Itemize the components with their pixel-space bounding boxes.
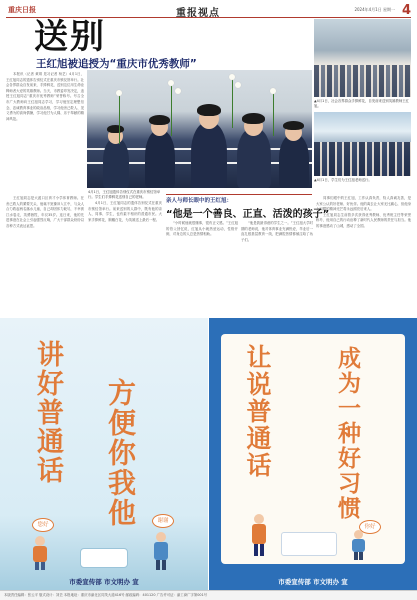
article-column-1 [6, 72, 84, 190]
students-photo-caption: ▲4月1日，学生们为王红旭老师送行。 [314, 178, 372, 182]
section-divider [166, 194, 312, 195]
article-paragraph: 王红旭同志生前曾多次获得优秀教师、优秀班主任等荣誉称号，他用自己的行动诠释了新时代人民教师的责任与担当。他的事迹感动了山城，感动了全国。 [316, 212, 411, 228]
masthead: 重庆日报 [8, 5, 36, 14]
article-paragraph: 同事们眼中的王红旭，工作认真负责，待人真诚友善，是大家公认的好老师、好伙伴。他的离去让大家无比痛心，但他身上闪耀的精神光芒将永远照亮后来人。 [316, 196, 411, 212]
sub-article-column-1 [166, 221, 238, 315]
kid-illustration [30, 536, 50, 570]
article-paragraph: “小时候他就很懂事，很有正义感。”王红旭的伯父回忆说，红旭从小就热爱运动，性格开朗，对身边的人总是热情相助。 [166, 221, 238, 237]
poster-left-slogan-2: 方便你我他 [104, 378, 137, 528]
page-number: 4 [401, 3, 411, 18]
sub-article-headline: “他是一个善良、正直、活泼的孩子” [166, 209, 330, 220]
article-column-1b [6, 196, 84, 316]
article-column-2 [88, 201, 162, 315]
sub-article-column-3 [316, 196, 411, 315]
article-paragraph: 王红旭同志是大渡口区育才小学体育教师。在舍己救人的紧要关头，他毫不犹豫冲入江中，与众人合力救起两名落水儿童，自己却因体力耗尽，不幸被江水卷走，英勇牺牲，年仅35岁。连日来，他的先进事迹在社会上引起强烈反响，广大干部群众纷纷以各种方式表达哀思。 [6, 196, 84, 228]
poster-right-slogan-2: 成为一种好习惯 [334, 346, 360, 521]
desk-illustration [281, 532, 337, 556]
speech-bubble-hi: 你好 [359, 520, 381, 534]
kid-illustration [349, 530, 369, 560]
page-header [6, 4, 411, 18]
poster-left-slogan-1: 讲好普通话 [32, 340, 63, 485]
kid-illustration [150, 532, 172, 570]
section-title: 重报视点 [176, 8, 220, 19]
sub-headline: 王红旭被追授为“重庆市优秀教师” [36, 58, 197, 70]
speech-bubble-thanks: 谢谢 [152, 514, 174, 528]
article-paragraph: “他是我最得意的学生之一。”王红旭大学时期的老师说，他对体育事业充满热爱，毕业后一直扎根基层教育一线，把满腔热情都倾注给了孩子们。 [241, 221, 313, 242]
bench-illustration [80, 548, 128, 568]
poster-putonghua-left [0, 318, 208, 600]
poster-left-credit: 市委宣传部 市文明办 宣 [69, 578, 139, 586]
sub-article-kicker: 亲人与师长眼中的王红旭： [166, 198, 233, 204]
crowd-photo-caption: ▲4月1日，社会各界群众手捧鲜花，自发前来送别英雄教师王红旭。 [314, 99, 410, 108]
article-paragraph: 4月1日，王红旭同志的遗体告别仪式在重庆市殡仪馆举行。前来送别的人群中，既有他的亲人、同事、学生，也有素不相识的普通市民。大家手捧鲜花，胸戴白花，为英雄送上最后一程。 [88, 201, 162, 222]
article-paragraph: 本报讯（记者 黄琪 见习记者 杨艺）4月1日，王红旭同志的遗体告别仪式在重庆市殡仪馆举行。社会各界群众自发前来，手捧鲜花，送别这位用生命诠释师者大爱的英雄教师。当天，市教委印发决定，追授王红旭同志“重庆市优秀教师”荣誉称号。号召全市广大教师向王红旭同志学习，学习他坚定理想信念、忠诚教育事业的政治品格，学习他舍己救人、见义勇为的高尚情操，学习他甘为人梯、乐于奉献的精神风范。 [6, 72, 84, 121]
main-headline: 送别 [34, 17, 106, 57]
sub-article-column-2 [241, 221, 313, 315]
teacher-illustration [249, 514, 269, 558]
photo-students [314, 112, 411, 176]
poster-right-credit: 市委宣传部 市文明办 宣 [278, 578, 348, 586]
photo-crowd [314, 19, 411, 97]
poster-right-slogan-1: 让说普通话 [243, 344, 272, 479]
footer-credits: 本版责任编辑：张云平 版式设计：刘芸 本报地址：重庆市渝北区同茂大道416号 邮政编码：401120 广告许可证：渝工商广字第001号 [4, 593, 208, 597]
issue-date: 2024年4月1日 星期一 [354, 7, 395, 12]
main-photo-caption: 4月1日，王红旭遗体告别仪式在重庆市殡仪馆举行。学生们手捧鲜花送别自己的老师。 [88, 190, 161, 199]
poster-putonghua-right [209, 318, 417, 600]
speech-bubble-hello: 您好 [32, 518, 54, 532]
main-photo [87, 70, 312, 188]
